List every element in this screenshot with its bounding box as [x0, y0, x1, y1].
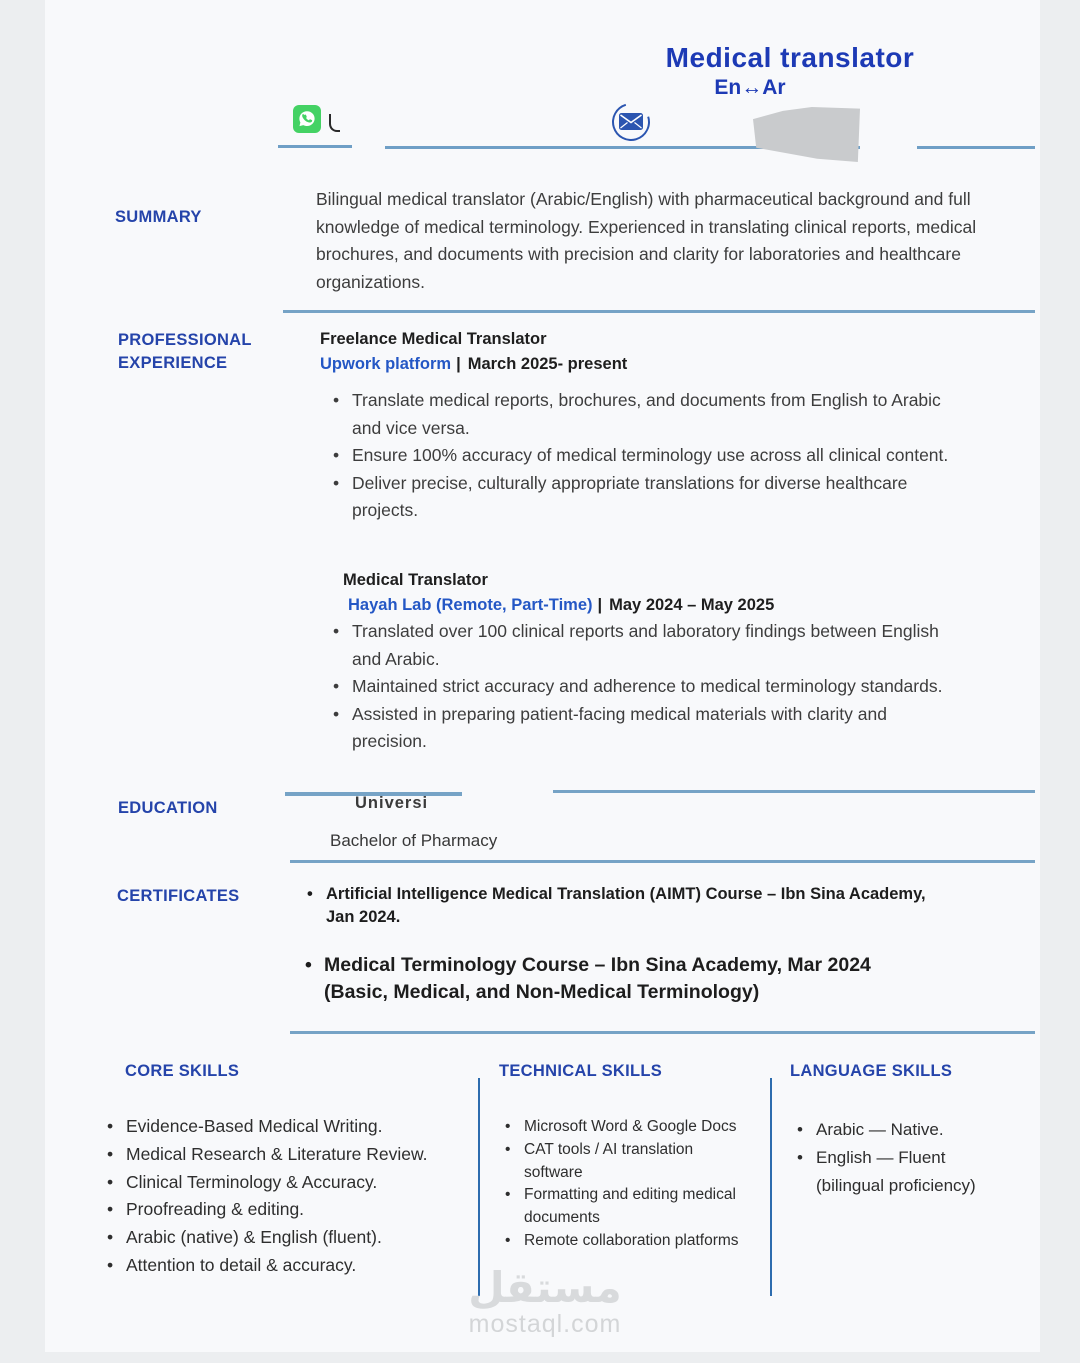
skill-item: • Evidence-Based Medical Writing. [107, 1113, 477, 1141]
certificate-item: • Artificial Intelligence Medical Translation (AIMT) Course – Ibn Sina Academy, Jan 2024. [305, 883, 945, 929]
page-title: Medical translator [665, 42, 915, 73]
job-bullet-list [333, 387, 953, 525]
skill-item: • Clinical Terminology & Accuracy. [107, 1169, 477, 1197]
contact-underline [917, 146, 1035, 149]
technical-skills-list [505, 1116, 740, 1253]
email-envelope-icon [619, 113, 643, 130]
certificates-section-label: CERTIFICATES [117, 887, 240, 905]
skills-column-divider [770, 1078, 772, 1296]
whatsapp-icon[interactable] [293, 105, 321, 133]
meta-separator: | [597, 596, 603, 614]
company-link[interactable]: Hayah Lab (Remote, Part-Time) [348, 596, 593, 614]
skill-item: • Microsoft Word & Google Docs [505, 1116, 740, 1139]
job-dates: May 2024 – May 2025 [609, 596, 775, 614]
job-meta [348, 596, 774, 615]
job-bullet: • Deliver precise, culturally appropriate translations for diverse healthcare projects. [333, 470, 953, 525]
certificate-list [303, 952, 893, 1006]
job-bullet: • Translate medical reports, brochures, and documents from English to Arabic and vice versa. [333, 387, 953, 442]
section-divider [553, 790, 1035, 793]
job-bullet: • Assisted in preparing patient-facing medical materials with clarity and precision. [333, 701, 958, 756]
job-bullet: • Translated over 100 clinical reports and laboratory findings between English and Arabic. [333, 618, 958, 673]
redacted-university-name: Universi [355, 794, 429, 812]
skill-item: • Formatting and editing medical documents [505, 1184, 740, 1230]
meta-separator: | [456, 355, 461, 373]
watermark-domain-text: mostaql.com [468, 1310, 622, 1338]
core-skills-list [107, 1113, 477, 1280]
redacted-contact-blob [753, 107, 860, 162]
skill-item: • Arabic (native) & English (fluent). [107, 1224, 477, 1252]
section-divider [283, 310, 1035, 313]
summary-text: Bilingual medical translator (Arabic/English) with pharmaceutical background and full knowledge of medical terminology. Experienced in translating clinical reports, medical brochures, and documents with precision and clarity for laboratories and healthcare organizations. [316, 189, 977, 292]
job-title: Freelance Medical Translator [320, 330, 547, 348]
degree-text: Bachelor of Pharmacy [330, 831, 498, 850]
language-pair-subtitle: En↔Ar [714, 76, 786, 99]
job-meta [320, 355, 627, 374]
language-skills-heading: LANGUAGE SKILLS [790, 1062, 953, 1080]
summary-section-label: SUMMARY [115, 208, 202, 226]
skill-item: • CAT tools / AI translation software [505, 1139, 740, 1185]
skill-item: • Attention to detail & accuracy. [107, 1252, 477, 1280]
job-bullet: • Ensure 100% accuracy of medical terminology use across all clinical content. [333, 442, 953, 470]
job-bullet: • Maintained strict accuracy and adherence to medical terminology standards. [333, 673, 958, 701]
skill-item: • Proofreading & editing. [107, 1196, 477, 1224]
contact-underline [278, 145, 352, 148]
skill-item: • Arabic — Native. [797, 1116, 1002, 1144]
section-divider [290, 1031, 1035, 1034]
company-link[interactable]: Upwork platform [320, 355, 452, 373]
technical-skills-heading: TECHNICAL SKILLS [499, 1062, 663, 1080]
core-skills-heading: CORE SKILLS [125, 1062, 240, 1080]
resume-page [45, 0, 1040, 1352]
watermark [425, 1263, 665, 1338]
certificate-list [305, 883, 945, 929]
skill-item: • English — Fluent (bilingual proficiency) [797, 1144, 1002, 1200]
watermark-arabic-text: مستقل [468, 1263, 622, 1312]
experience-section-label: PROFESSIONAL EXPERIENCE [118, 331, 252, 372]
job-dates: March 2025- present [467, 355, 628, 373]
job-title: Medical Translator [343, 571, 488, 589]
education-section-label: EDUCATION [118, 799, 218, 817]
language-skills-list [797, 1116, 1002, 1200]
job-bullet-list [333, 618, 958, 756]
certificate-item: • Medical Terminology Course – Ibn Sina Academy, Mar 2024 (Basic, Medical, and Non-Medical Terminology) [303, 952, 893, 1006]
skill-item: • Remote collaboration platforms [505, 1230, 740, 1253]
skill-item: • Medical Research & Literature Review. [107, 1141, 477, 1169]
redacted-phone-glyph [329, 114, 340, 132]
section-divider [290, 860, 1035, 863]
